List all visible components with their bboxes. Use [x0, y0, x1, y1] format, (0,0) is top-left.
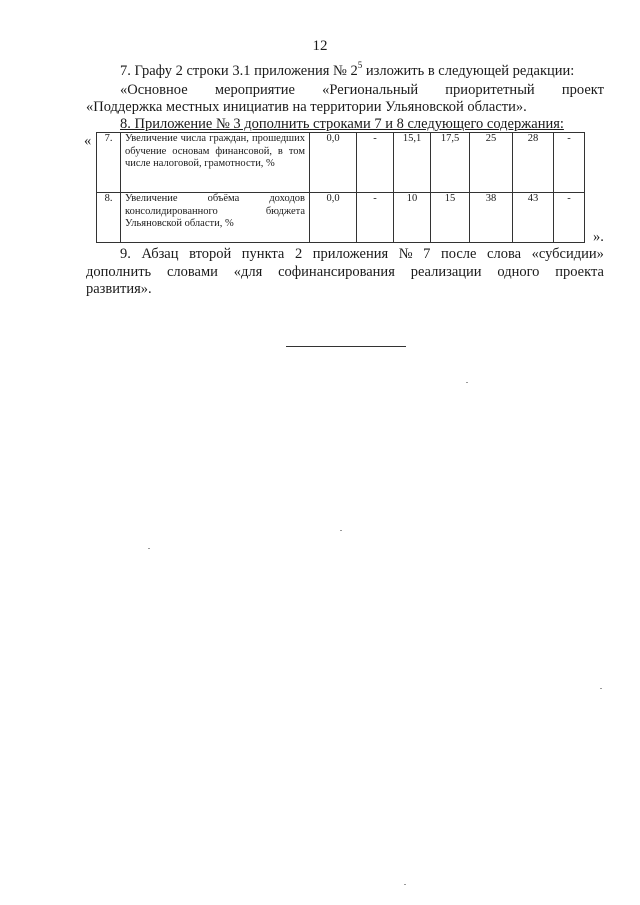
row-value: 28	[513, 133, 554, 193]
row-value: -	[554, 193, 585, 243]
table-row	[97, 133, 585, 193]
item9-line1-word: приложения	[312, 246, 389, 262]
row-description: Увеличение объёма доходов консолидированного бюджета Ульяновской области, %	[121, 193, 310, 243]
item9-line2-word: софинансирования	[278, 264, 395, 280]
item9-line1	[120, 246, 604, 263]
row-value: 15	[431, 193, 470, 243]
row-value: -	[357, 133, 394, 193]
item7-line2-word: «Региональный	[322, 82, 419, 98]
item9-line1-word: после	[440, 246, 477, 262]
item7-line2-word: мероприятие	[214, 82, 295, 98]
item7-line1-end: изложить в следующей редакции:	[362, 63, 575, 79]
row-value: 43	[513, 193, 554, 243]
item9-line1-word: «субсидии»	[531, 246, 604, 262]
row-description: Увеличение числа граждан, прошедших обучение основам финансовой, в том числе налоговой, грамотности, %	[121, 133, 310, 193]
item8-line: 8. Приложение № 3 дополнить строками 7 и 8 следующего содержания:	[120, 116, 564, 132]
row-value: 38	[470, 193, 513, 243]
scan-speck	[340, 530, 342, 531]
item9-line1-word: Абзац	[141, 246, 179, 262]
item9-line1-word: второй	[189, 246, 232, 262]
row-number: 7.	[97, 133, 121, 193]
item9-line1-word: №	[398, 246, 413, 262]
item9-line1-word: 2	[294, 246, 303, 262]
row-value: 10	[394, 193, 431, 243]
item7-line3: «Поддержка местных инициатив на территории Ульяновской области».	[86, 99, 527, 115]
item9-line1-word: 9.	[120, 246, 131, 262]
end-divider	[286, 346, 406, 347]
item9-line2-word: проекта	[555, 264, 604, 280]
item7-line2-word: «Основное	[120, 82, 188, 98]
page-number: 12	[312, 38, 328, 54]
row-value: 17,5	[431, 133, 470, 193]
row-value: 25	[470, 133, 513, 193]
item9-line1-word: 7	[423, 246, 431, 262]
scan-speck	[404, 884, 406, 885]
item7-line2	[120, 82, 604, 99]
item9-line2-word: одного	[497, 264, 540, 280]
item9-line2-word: словами	[166, 264, 218, 280]
scan-speck	[148, 548, 150, 549]
row-value: -	[554, 133, 585, 193]
row-value: 0,0	[310, 193, 357, 243]
item7-line1	[120, 60, 575, 80]
item7-line1-text: 7. Графу 2 строки 3.1 приложения № 2	[120, 63, 358, 79]
scan-speck	[466, 382, 468, 383]
item7-line2-word: приоритетный	[445, 82, 535, 98]
indicators-table	[96, 132, 585, 243]
row-number: 8.	[97, 193, 121, 243]
item9-line2-word: «для	[233, 264, 263, 280]
item9-line2-word: реализации	[410, 264, 482, 280]
item9-line3: развития».	[86, 281, 152, 297]
table-row	[97, 193, 585, 243]
row-value: 15,1	[394, 133, 431, 193]
row-value: -	[357, 193, 394, 243]
item9-line1-word: слова	[487, 246, 522, 262]
item9-line2-word: дополнить	[86, 264, 152, 280]
scan-speck	[600, 688, 602, 689]
item7-line2-word: проект	[561, 82, 604, 98]
item9-line1-word: пункта	[241, 246, 285, 262]
quote-open: «	[84, 133, 92, 149]
row-value: 0,0	[310, 133, 357, 193]
quote-close: ».	[593, 229, 604, 245]
item9-line2	[86, 264, 604, 281]
item7-superscript: 5	[357, 60, 363, 71]
